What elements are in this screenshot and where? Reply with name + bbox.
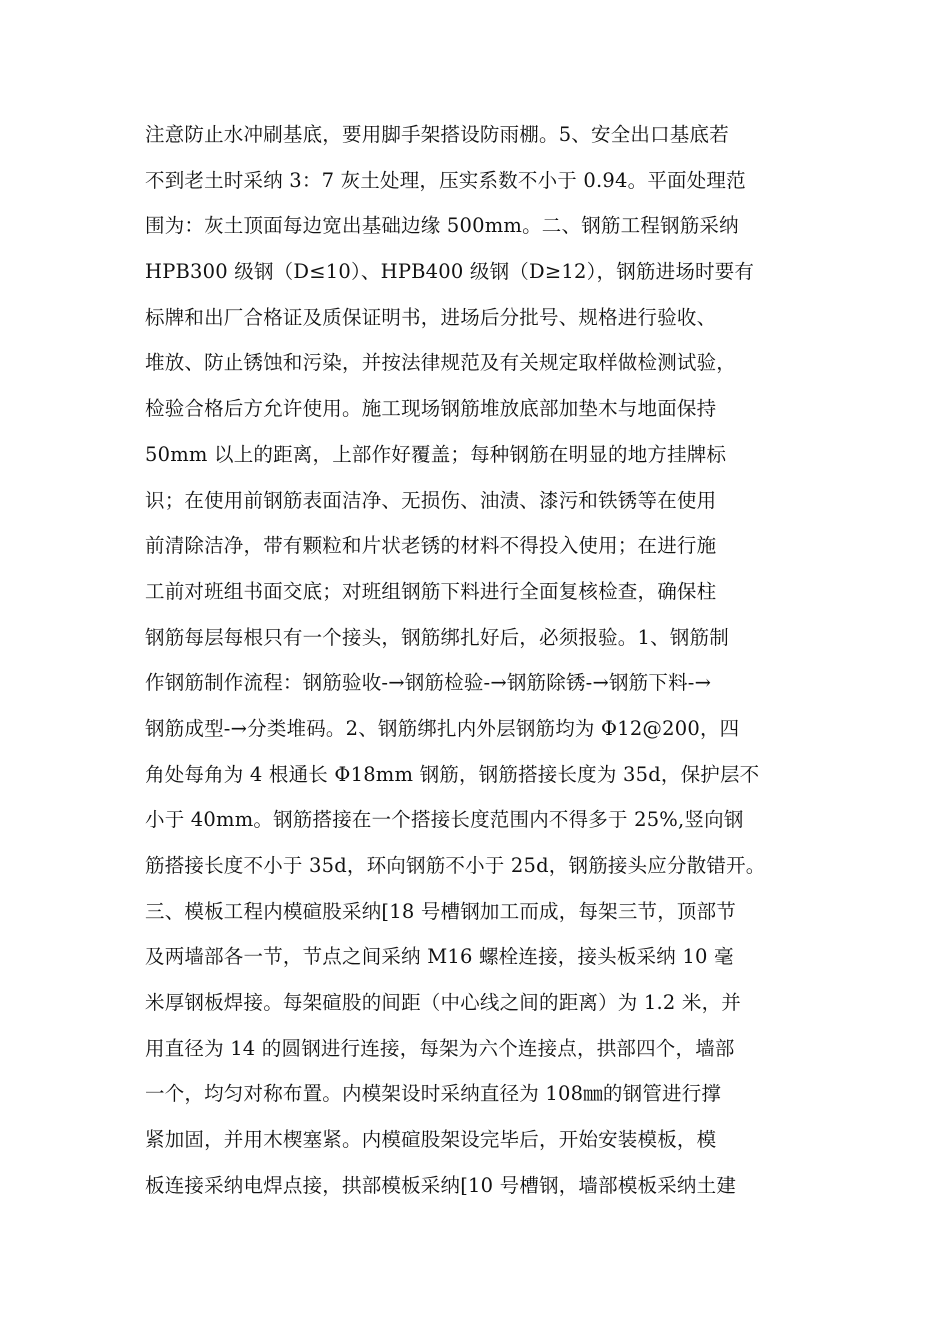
text-line: 作钢筋制作流程：钢筋验收-→钢筋检验-→钢筋除锈-→钢筋下料-→: [145, 671, 712, 695]
text-line: 检验合格后方允许使用。施工现场钢筋堆放底部加垫木与地面保持: [145, 397, 717, 421]
text-line: 米厚钢板焊接。每架碹股的间距（中心线之间的距离）为 1.2 米，并: [145, 991, 742, 1015]
text-line: 识；在使用前钢筋表面洁净、无损伤、油渍、漆污和铁锈等在使用: [145, 488, 717, 512]
text-line: 筋搭接长度不小于 35d，环向钢筋不小于 25d，钢筋接头应分散错开。: [145, 854, 766, 877]
text-line: 前清除洁净，带有颗粒和片状老锈的材料不得投入使用；在进行施: [145, 534, 717, 558]
text-line: 堆放、防止锈蚀和污染，并按法律规范及有关规定取样做检测试验，: [145, 351, 737, 375]
text-line: 角处每角为 4 根通长 Φ18mm 钢筋，钢筋搭接长度为 35d，保护层不: [145, 762, 760, 786]
text-line: 紧加固，并用木楔塞紧。内模碹股架设完毕后，开始安装模板，模: [145, 1128, 717, 1152]
text-line: 用直径为 14 的圆钢进行连接，每架为六个连接点，拱部四个，墙部: [145, 1036, 735, 1060]
text-line: 工前对班组书面交底；对班组钢筋下料进行全面复核检查，确保柱: [145, 579, 717, 603]
text-line: 注意防止水冲刷基底，要用脚手架搭设防雨棚。5、安全出口基底若: [145, 123, 729, 146]
text-line: 一个，均匀对称布置。内模架设时采纳直径为 108㎜的钢管进行撑: [145, 1082, 722, 1106]
text-line: 板连接采纳电焊点接，拱部模板采纳[10 号槽钢，墙部模板采纳土建: [145, 1173, 737, 1197]
text-line: 钢筋每层每根只有一个接头，钢筋绑扎好后，必须报验。1、钢筋制: [145, 625, 729, 649]
text-line: 围为：灰土顶面每边宽出基础边缘 500mm。二、钢筋工程钢筋采纳: [145, 214, 739, 238]
text-line: 三、模板工程内模碹股采纳[18 号槽钢加工而成，每架三节，顶部节: [145, 899, 737, 923]
text-line: 标牌和出厂合格证及质保证明书，进场后分批号、规格进行验收、: [145, 305, 717, 329]
body-text: [145, 112, 825, 1209]
text-line: 小于 40mm。钢筋搭接在一个搭接长度范围内不得多于 25%,竖向钢: [145, 808, 744, 832]
text-line: HPB300 级钢（D≤10）、HPB400 级钢（D≥12），钢筋进场时要有: [145, 260, 755, 284]
text-line: 50mm 以上的距离，上部作好覆盖；每种钢筋在明显的地方挂牌标: [145, 442, 727, 466]
text-line: 及两墙部各一节，节点之间采纳 M16 螺栓连接，接头板采纳 10 毫: [145, 945, 734, 969]
text-line: 不到老土时采纳 3：7 灰土处理，压实系数不小于 0.94。平面处理范: [145, 168, 746, 192]
text-line: 钢筋成型-→分类堆码。2、钢筋绑扎内外层钢筋均为 Φ12@200，四: [145, 716, 740, 740]
